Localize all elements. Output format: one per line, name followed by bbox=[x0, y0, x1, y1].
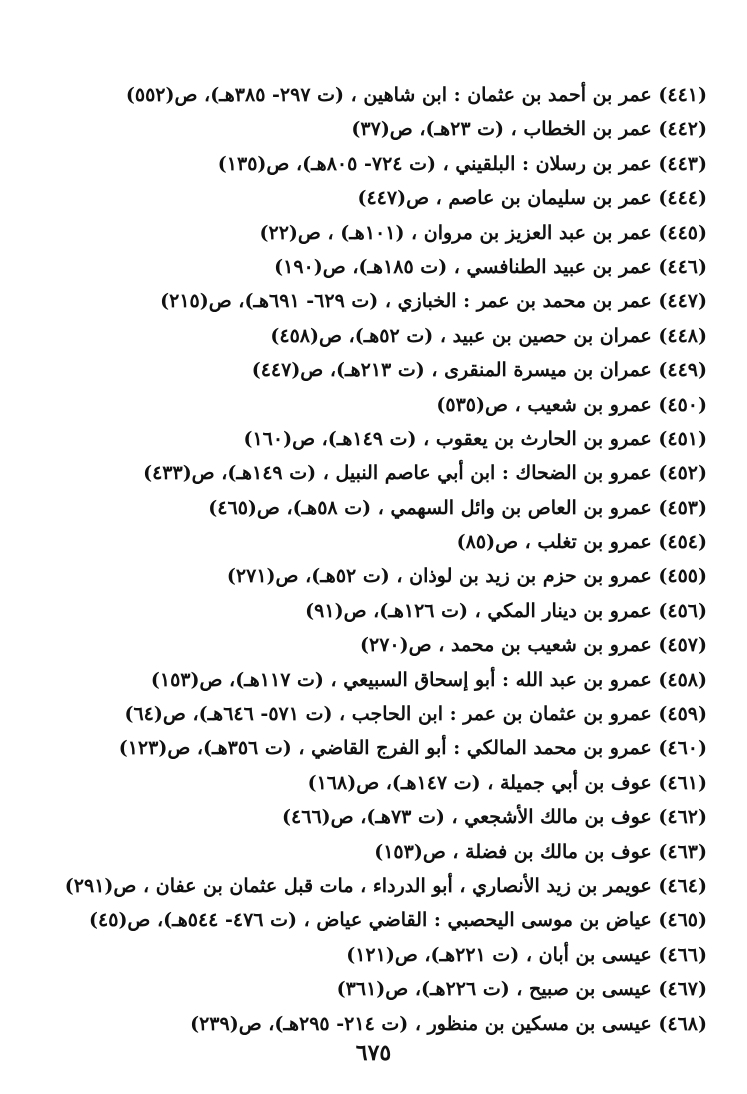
index-entry: (٤٥٧) عمرو بن شعيب بن محمد ، ص(٢٧٠) bbox=[360, 634, 707, 657]
index-entry: (٤٥٢) عمرو بن الضحاك : ابن أبي عاصم النبيل ، (ت ١٤٩هـ)، ص(٤٣٣) bbox=[143, 462, 707, 485]
index-entry: (٤٦٠) عمرو بن محمد المالكي : أبو الفرج القاضي ، (ت ٣٥٦هـ)، ص(١٢٣) bbox=[118, 737, 707, 760]
index-entry: (٤٤٥) عمر بن عبد العزيز بن مروان ، (١٠١هـ) ، ص(٢٢) bbox=[259, 221, 707, 244]
index-entry: (٤٤٧) عمر بن محمد بن عمر : الخبازي ، (ت ٦٢٩- ٦٩١هـ)، ص(٢١٥) bbox=[160, 290, 707, 313]
index-entry: (٤٦٥) عياض بن موسى اليحصبي : القاضي عياض ، (ت ٤٧٦- ٥٤٤هـ)، ص(٤٥) bbox=[89, 909, 707, 932]
index-entry: (٤٤٦) عمر بن عبيد الطنافسي ، (ت ١٨٥هـ)، ص(١٩٠) bbox=[274, 255, 707, 278]
index-entry: (٤٦٧) عيسى بن صبيح ، (ت ٢٢٦هـ)، ص(٣٦١) bbox=[336, 978, 707, 1001]
index-entry: (٤٤٤) عمر بن سليمان بن عاصم ، ص(٤٤٧) bbox=[357, 187, 707, 210]
index-entry: (٤٤٩) عمران بن ميسرة المنقرى ، (ت ٢١٣هـ)، ص(٤٤٧) bbox=[251, 359, 707, 382]
index-entry: (٤٦٢) عوف بن مالك الأشجعي ، (ت ٧٣هـ)، ص(٤٦٦) bbox=[282, 806, 707, 829]
index-entry: (٤٤٣) عمر بن رسلان : البلقيني ، (ت ٧٢٤- ٨٠٥هـ)، ص(١٣٥) bbox=[217, 152, 707, 175]
index-entry: (٤٥٥) عمرو بن حزم بن زيد بن لوذان ، (ت ٥٢هـ)، ص(٢٧١) bbox=[226, 565, 707, 588]
index-entry: (٤٥٨) عمرو بن عبد الله : أبو إسحاق السبيعي ، (ت ١١٧هـ)، ص(١٥٣) bbox=[150, 668, 707, 691]
index-entry-list bbox=[27, 78, 707, 1041]
index-entry: (٤٤٢) عمر بن الخطاب ، (ت ٢٣هـ)، ص(٣٧) bbox=[351, 118, 707, 141]
index-entry: (٤٦٤) عويمر بن زيد الأنصاري ، أبو الدرداء ، مات قبل عثمان بن عفان ، ص(٢٩١) bbox=[64, 874, 707, 897]
index-entry: (٤٥٣) عمرو بن العاص بن وائل السهمي ، (ت ٥٨هـ)، ص(٤٦٥) bbox=[208, 496, 707, 519]
index-entry: (٤٥٦) عمرو بن دينار المكي ، (ت ١٢٦هـ)، ص(٩١) bbox=[305, 599, 707, 622]
index-entry: (٤٥٠) عمرو بن شعيب ، ص(٥٣٥) bbox=[436, 393, 707, 416]
index-entry: (٤٥١) عمرو بن الحارث بن يعقوب ، (ت ١٤٩هـ)، ص(١٦٠) bbox=[243, 427, 707, 450]
index-entry: (٤٥٩) عمرو بن عثمان بن عمر : ابن الحاجب ، (ت ٥٧١- ٦٤٦هـ)، ص(٦٤) bbox=[124, 703, 707, 726]
index-entry: (٤٥٤) عمرو بن تغلب ، ص(٨٥) bbox=[456, 531, 707, 554]
index-entry: (٤٤١) عمر بن أحمد بن عثمان : ابن شاهين ، (ت ٢٩٧- ٣٨٥هـ)، ص(٥٥٢) bbox=[125, 84, 707, 106]
index-entry: (٤٦٣) عوف بن مالك بن فضلة ، ص(١٥٣) bbox=[374, 840, 707, 863]
page-number: ٦٧٥ bbox=[355, 1040, 392, 1066]
index-entry: (٤٤٨) عمران بن حصين بن عبيد ، (ت ٥٢هـ)، ص(٤٥٨) bbox=[270, 324, 707, 347]
index-entry: (٤٦٨) عيسى بن مسكين بن منظور ، (ت ٢١٤- ٢٩٥هـ)، ص(٢٣٩) bbox=[190, 1012, 707, 1035]
index-entry: (٤٦١) عوف بن أبي جميلة ، (ت ١٤٧هـ)، ص(١٦٨) bbox=[307, 771, 707, 794]
index-entry: (٤٦٦) عيسى بن أبان ، (ت ٢٢١هـ)، ص(١٢١) bbox=[346, 943, 707, 966]
